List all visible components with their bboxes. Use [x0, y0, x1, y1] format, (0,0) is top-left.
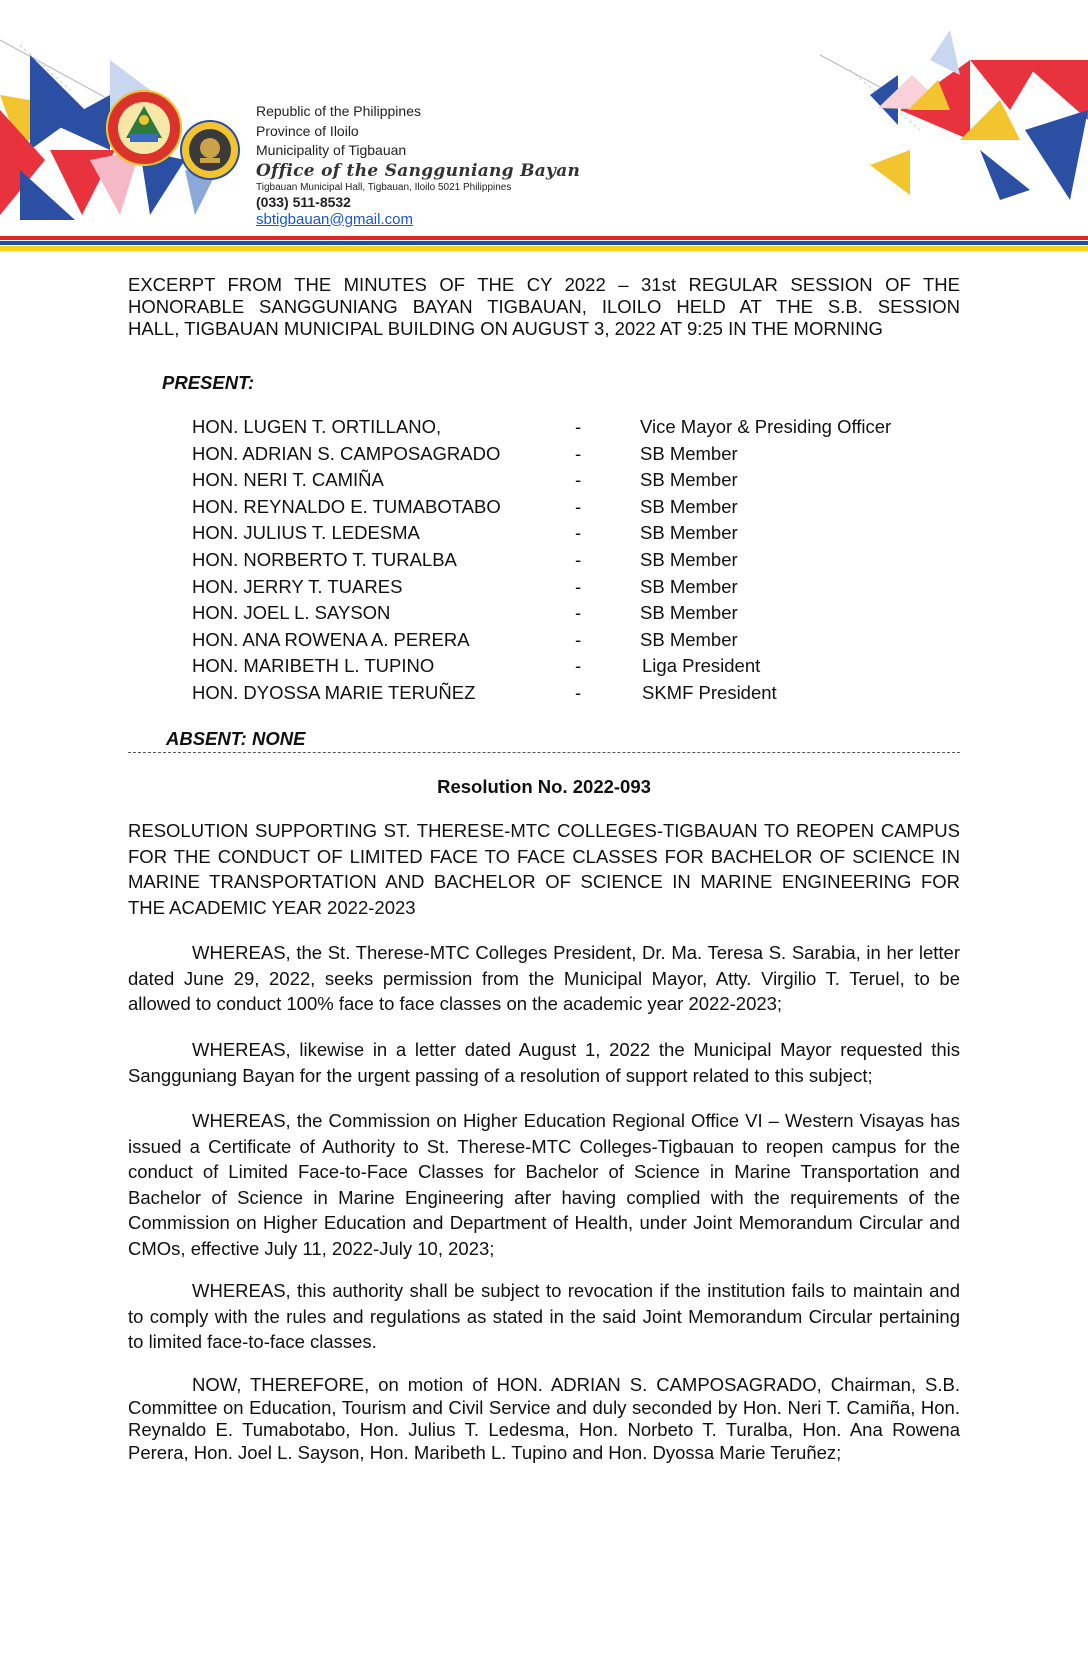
stripe-yellow: [0, 246, 1088, 251]
member-position: Liga President: [642, 655, 761, 677]
member-position: SKMF President: [642, 681, 777, 703]
separator-dash: -: [575, 655, 582, 677]
roster-row: [192, 494, 952, 521]
separator-dash: -: [575, 681, 582, 703]
province-line: Province of Iloilo: [256, 122, 359, 139]
now-therefore-paragraph: [128, 1374, 960, 1464]
sangguniang-bayan-seal-logo: [178, 118, 242, 182]
separator-dash: -: [575, 522, 582, 544]
separator-dash: -: [575, 575, 582, 597]
letterhead: [0, 0, 1088, 260]
paragraph-text: WHEREAS, the St. Therese-MTC Colleges President, Dr. Ma. Teresa S. Sarabia, in her letter dated June 29, 2022, seeks permission from the Municipal Mayor, Atty. Virgilio T. Teruel, to be allowed to conduct 100% face to face classes on the academic year 2022-2023;: [128, 942, 960, 1014]
roster-row: [192, 441, 952, 468]
member-position: SB Member: [640, 602, 738, 624]
absent-label: ABSENT: NONE: [166, 728, 306, 749]
member-name: HON. MARIBETH L. TUPINO: [192, 655, 435, 677]
roster-row: [192, 414, 952, 441]
member-position: SB Member: [640, 522, 738, 544]
roster-row: [192, 467, 952, 494]
municipality-line: Municipality of Tigbauan: [256, 142, 407, 158]
office-name: Office of the Sangguniang Bayan: [256, 160, 581, 181]
excerpt-line-2: HONORABLE SANGGUNIANG BAYAN TIGBAUAN, ILOILO HELD AT THE S.B. SESSION: [128, 296, 960, 317]
municipality-seal-logo: [104, 88, 184, 168]
paragraph-text: WHEREAS, the Commission on Higher Education Regional Office VI – Western Visayas has issued a Certificate of Authority to St. Therese-MTC Colleges-Tigbauan to reopen campus for the conduct of Limited Face-to-Face Classes for Bachelor of Science in Marine Transportation and Bachelor of Science in Marine Engineering after having complied with the requirements of the Commission on Higher Education and Department of Health, under Joint Memorandum Circular and CMOs, effective July 11, 2022-July 10, 2023;: [128, 1110, 960, 1259]
resolution-number: Resolution No. 2022-093: [437, 776, 651, 797]
separator-dash: -: [575, 442, 582, 464]
paragraph-text: NOW, THEREFORE, on motion of HON. ADRIAN S. CAMPOSAGRADO, Chairman, S.B. Committee on Education, Tourism and Civil Service and duly seconded by Hon. Neri T. Camiña, Hon. Reynaldo E. Tumabotabo, Hon. Julius T. Ledesma, Hon. Norbeto T. Turalba, Hon. Ana Rowena Perera, Hon. Joel L. Sayson, Hon. Maribeth L. Tupino and Hon. Dyossa Marie Teruñez;: [128, 1374, 960, 1463]
separator-dash: -: [575, 416, 582, 437]
member-position: SB Member: [640, 628, 738, 650]
republic-line: Republic of the Philippines: [256, 103, 421, 119]
roster-row: [192, 574, 952, 601]
member-name: HON. NERI T. CAMIÑA: [192, 469, 384, 491]
roster-row: [192, 600, 952, 627]
member-position: Vice Mayor & Presiding Officer: [640, 416, 892, 437]
member-position: SB Member: [640, 469, 738, 491]
excerpt-line-3: HALL, TIGBAUAN MUNICIPAL BUILDING ON AUGUST 3, 2022 AT 9:25 IN THE MORNING: [128, 318, 883, 339]
member-name: HON. NORBERTO T. TURALBA: [192, 548, 457, 570]
member-position: SB Member: [640, 495, 738, 517]
office-email-link[interactable]: sbtigbauan@gmail.com: [256, 210, 413, 228]
member-name: HON. DYOSSA MARIE TERUÑEZ: [192, 681, 476, 703]
separator-dash: -: [575, 495, 582, 517]
office-phone: (033) 511-8532: [256, 193, 351, 210]
separator-dash: -: [575, 602, 582, 624]
member-name: HON. REYNALDO E. TUMABOTABO: [192, 495, 501, 517]
roster-row: [192, 520, 952, 547]
member-name: HON. ANA ROWENA A. PERERA: [192, 628, 470, 650]
right-geometric-decoration: [820, 0, 1088, 235]
paragraph-text: WHEREAS, likewise in a letter dated August 1, 2022 the Municipal Mayor requested this Sangguniang Bayan for the urgent passing of a resolution of support related to this subject;: [128, 1039, 960, 1086]
resolution-title: RESOLUTION SUPPORTING ST. THERESE-MTC COLLEGES-TIGBAUAN TO REOPEN CAMPUS FOR THE CONDUCT OF LIMITED FACE TO FACE CLASSES FOR BACHELOR OF SCIENCE IN MARINE TRANSPORTATION AND BACHELOR OF SCIENCE IN MARINE ENGINEERING FOR THE ACADEMIC YEAR 2022-2023: [128, 820, 960, 918]
present-label: PRESENT:: [162, 372, 255, 393]
minutes-excerpt-heading: [128, 274, 960, 340]
member-name: HON. JOEL L. SAYSON: [192, 602, 391, 624]
roster-row: [192, 547, 952, 574]
whereas-paragraph-4: [128, 1278, 960, 1355]
member-name: HON. JERRY T. TUARES: [192, 575, 403, 597]
dashed-divider: [128, 752, 960, 753]
separator-dash: -: [575, 469, 582, 491]
letterhead-text: [256, 102, 580, 229]
member-position: SB Member: [640, 548, 738, 570]
excerpt-line-1: EXCERPT FROM THE MINUTES OF THE CY 2022 – 31st REGULAR SESSION OF THE: [128, 274, 960, 295]
attendance-roster: [192, 414, 952, 707]
office-address: Tigbauan Municipal Hall, Tigbauan, Iloilo 5021 Philippines: [256, 181, 512, 193]
separator-dash: -: [575, 628, 582, 650]
member-position: SB Member: [640, 575, 738, 597]
roster-row: [192, 627, 952, 654]
roster-row: [192, 680, 952, 707]
member-name: HON. LUGEN T. ORTILLANO,: [192, 416, 442, 437]
whereas-paragraph-2: [128, 1037, 960, 1088]
member-name: HON. JULIUS T. LEDESMA: [192, 522, 420, 544]
whereas-paragraph-3: [128, 1108, 960, 1261]
stripe-blue: [0, 241, 1088, 245]
paragraph-text: WHEREAS, this authority shall be subject to revocation if the institution fails to maintain and to comply with the rules and regulations as stated in the said Joint Memorandum Circular pertaining to limited face-to-face classes.: [128, 1280, 960, 1352]
stripe-red: [0, 236, 1088, 240]
roster-row: [192, 653, 952, 680]
whereas-paragraph-1: [128, 940, 960, 1017]
member-name: HON. ADRIAN S. CAMPOSAGRADO: [192, 442, 501, 464]
separator-dash: -: [575, 548, 582, 570]
member-position: SB Member: [640, 442, 738, 464]
